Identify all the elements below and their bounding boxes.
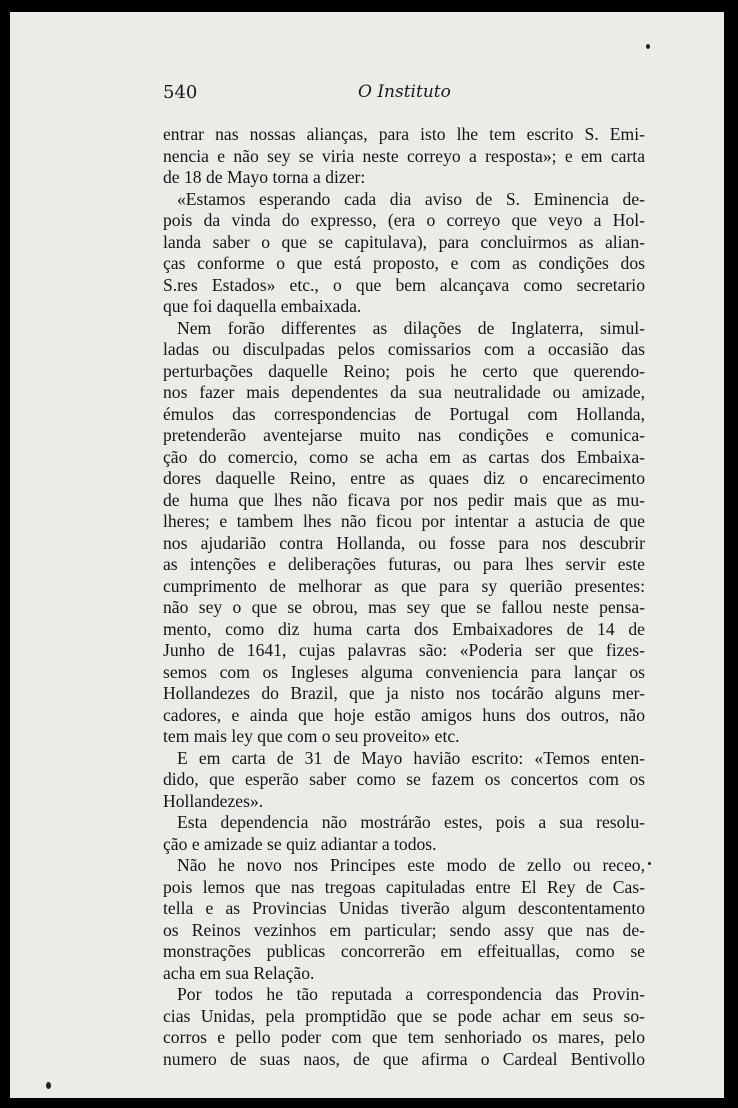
text-line: Junho de 1641, cujas palavras são: «Poderia ser que fizes-	[163, 640, 645, 660]
text-line: dido, que esperão saber como se fazem os concertos com os	[163, 769, 645, 789]
text-line: dores daquelle Reino, entre as quaes diz o encarecimento	[163, 468, 645, 488]
ink-speck	[46, 1082, 51, 1089]
page-header	[163, 82, 645, 112]
text-line: S.res Estados» etc., o que bem alcançava como secretario	[163, 274, 645, 295]
text-line: os Reinos vezinhos em particular; sendo assy que nas de-	[163, 919, 645, 940]
text-line: não sey o que se obrou, mas sey que se fallou neste pensa-	[163, 597, 645, 617]
text-line: ção do comercio, como se acha em as cartas dos Embaixa-	[163, 446, 645, 467]
text-line: nos ajudarião contra Hollanda, ou fosse para nos descubrir	[163, 532, 645, 553]
text-line: E em carta de 31 de Mayo havião escrito: «Temos enten-	[177, 747, 645, 768]
text-line: monstrações publicas concorrerão em effeituallas, como se	[163, 941, 645, 961]
ink-speck	[646, 44, 650, 49]
text-line: Não he novo nos Principes este modo de zello ou receo,	[177, 855, 645, 875]
text-line: perturbações daquelle Reino; pois he certo que querendo-	[163, 360, 645, 381]
text-line: Nem forão differentes as dilações de Inglaterra, simul-	[177, 317, 645, 338]
text-line: acha em sua Relação.	[163, 962, 315, 983]
text-line: émulos das correspondencias de Portugal com Hollanda,	[163, 403, 645, 424]
text-line: cadores, e ainda que hoje estão amigos huns dos outros, não	[163, 704, 645, 725]
text-line: nos fazer mais dependentes da sua neutralidade ou amizade,	[163, 382, 645, 402]
text-line: landa saber o que se capitulava), para concluirmos as alian-	[163, 231, 645, 252]
text-line: de 18 de Mayo torna a dizer:	[163, 167, 366, 187]
text-line: ladas ou disculpadas pelos comissarios com a occasião das	[163, 339, 645, 359]
text-line: tem mais ley que com o seu proveito» etc.	[163, 726, 460, 746]
text-line: semos com os Ingleses alguma conveniencia para lançar os	[163, 661, 645, 682]
text-line: cias Unidas, pela promptidão que se pode achar em seus so-	[163, 1005, 645, 1026]
body-text	[163, 124, 645, 1070]
text-line: corros e pello poder com que tem senhoriado os mares, pelo	[163, 1027, 645, 1047]
text-line: cumprimento de melhorar as que para sy querião presentes:	[163, 575, 645, 596]
ink-speck	[648, 862, 651, 865]
page-number: 540	[163, 82, 198, 103]
text-line: lheres; e tambem lhes não ficou por intentar a astucia de que	[163, 511, 645, 531]
text-line: Hollandezes do Brazil, que ja nisto nos tocárão alguns mer-	[163, 683, 645, 703]
text-line: entrar nas nossas alianças, para isto lhe tem escrito S. Emi-	[163, 124, 645, 144]
text-line: Hollandezes».	[163, 790, 264, 811]
text-line: que foi daquella embaixada.	[163, 296, 362, 316]
text-line: ças conforme o que está proposto, e com as condições dos	[163, 253, 645, 273]
text-line: mento, como diz huma carta dos Embaixadores de 14 de	[163, 618, 645, 639]
text-line: «Estamos esperando cada dia aviso de S. Eminencia de-	[177, 188, 645, 209]
text-line: nencia e não sey se viria neste correyo a resposta»; e em carta	[163, 145, 645, 166]
text-line: tella e as Provincias Unidas tiverão algum descontentamento	[163, 898, 645, 918]
text-line: pois da vinda do expresso, (era o correyo que veyo a Hol-	[163, 210, 645, 230]
text-line: numero de suas naos, de que afirma o Cardeal Bentivollo	[163, 1048, 645, 1069]
text-line: Por todos he tão reputada a correspondencia das Provin-	[177, 984, 645, 1004]
text-line: as intenções e deliberações futuras, ou para lhes servir este	[163, 554, 645, 574]
text-line: Esta dependencia não mostrárão estes, pois a sua resolu-	[177, 812, 645, 832]
text-line: pois lemos que nas tregoas capituladas entre El Rey de Cas-	[163, 876, 645, 897]
text-line: de huma que lhes não ficava por nos pedir mais que as mu-	[163, 489, 645, 510]
text-line: ção e amizade se quiz adiantar a todos.	[163, 833, 437, 854]
running-title: O Instituto	[358, 82, 451, 102]
text-line: pretenderão aventejarse muito nas condições e comunica-	[163, 425, 645, 445]
